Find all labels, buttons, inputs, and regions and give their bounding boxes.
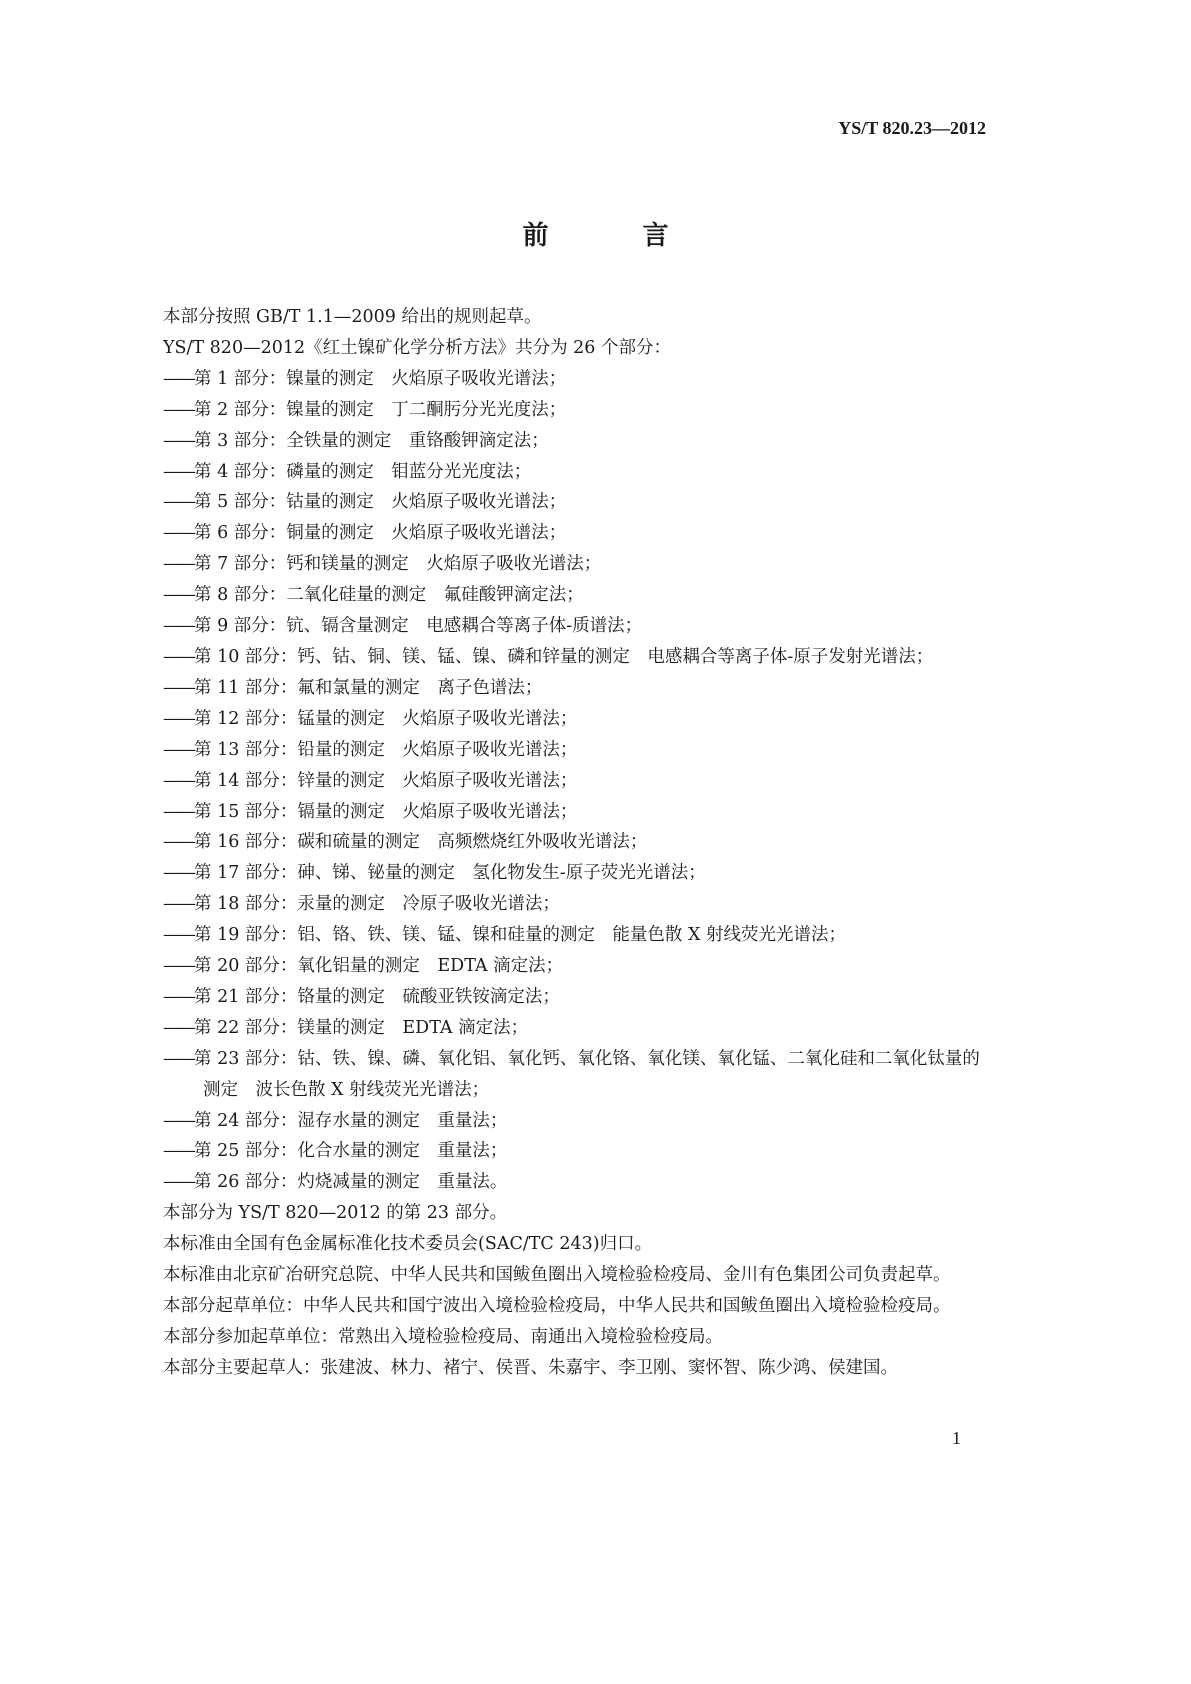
dash: —— [163,461,194,482]
list-item-text: 第 4 部分：磷量的测定 钼蓝分光光度法； [194,461,532,482]
list-item-text: 第 18 部分：汞量的测定 冷原子吸收光谱法； [194,894,560,915]
dash: —— [163,492,194,513]
list-item [126,858,986,889]
list-item-text: 第 24 部分：湿存水量的测定 重量法； [194,1110,508,1131]
list-item-text: 第 19 部分：铝、铬、铁、镁、锰、镍和硅量的测定 能量色散 X 射线荧光光谱法； [194,925,846,946]
list-item [126,1044,986,1106]
list-item-text: 第 13 部分：铅量的测定 火焰原子吸收光谱法； [194,739,578,760]
list-item [126,395,986,426]
dash: —— [163,430,194,451]
list-item [126,920,986,951]
dash: —— [163,616,194,637]
list-item-text: 第 22 部分：镁量的测定 EDTA 滴定法； [194,1017,529,1038]
dash: —— [163,1141,194,1162]
list-item [126,704,986,735]
list-item [126,364,986,395]
dash: —— [163,894,194,915]
dash: —— [163,863,194,884]
list-item-text: 第 17 部分：砷、锑、铋量的测定 氢化物发生-原子荧光光谱法； [194,863,706,884]
list-item-text: 第 16 部分：碳和硫量的测定 高频燃烧红外吸收光谱法； [194,832,648,853]
list-item-text: 第 5 部分：钴量的测定 火焰原子吸收光谱法； [194,492,567,513]
list-item [126,611,986,642]
dash: —— [163,1110,194,1131]
list-item [126,549,986,580]
list-item-text: 第 10 部分：钙、钴、铜、镁、锰、镍、磷和锌量的测定 电感耦合等离子体-原子发射光谱法； [194,646,934,667]
dash: —— [163,770,194,791]
list-item-continuation: 测定 波长色散 X 射线荧光光谱法； [203,1079,490,1100]
list-item-text: 第 3 部分：全铁量的测定 重铬酸钾滴定法； [194,430,549,451]
list-item [126,889,986,920]
list-item-text: 第 14 部分：锌量的测定 火焰原子吸收光谱法； [194,770,578,791]
list-item-text: 第 9 部分：钪、镉含量测定 电感耦合等离子体-质谱法； [194,616,643,637]
page-number: 1 [952,1428,961,1448]
list-item-text: 第 26 部分：灼烧减量的测定 重量法。 [194,1172,508,1193]
dash: —— [163,554,194,575]
parts-list [126,364,986,1198]
dash: —— [163,708,194,729]
list-item [126,951,986,982]
list-item [126,673,986,704]
intro-paragraph: 本部分按照 GB/T 1.1—2009 给出的规则起草。 [163,307,542,327]
list-item [126,1136,986,1167]
list-item [126,1167,986,1198]
list-item [126,518,986,549]
closing-paragraph: 本标准由全国有色金属标准化技术委员会(SAC/TC 243)归口。 [163,1234,653,1255]
dash: —— [163,1172,194,1193]
dash: —— [163,1048,194,1069]
dash: —— [163,925,194,946]
dash: —— [163,523,194,544]
page-title: 前 言 [522,221,703,251]
list-item-text: 第 12 部分：锰量的测定 火焰原子吸收光谱法； [194,708,578,729]
dash: —— [163,1017,194,1038]
list-item [126,457,986,488]
document-body [126,302,986,1384]
list-item [126,642,986,673]
list-item [126,827,986,858]
list-item-text: 第 15 部分：镉量的测定 火焰原子吸收光谱法； [194,801,578,822]
list-item-text: 第 7 部分：钙和镁量的测定 火焰原子吸收光谱法； [194,554,602,575]
dash: —— [163,399,194,420]
dash: —— [163,739,194,760]
dash: —— [163,646,194,667]
list-item [126,797,986,828]
list-item-text: 第 2 部分：镍量的测定 丁二酮肟分光光度法； [194,399,567,420]
list-item [126,1013,986,1044]
list-item-text: 第 20 部分：氧化铝量的测定 EDTA 滴定法； [194,956,564,977]
dash: —— [163,986,194,1007]
list-item [126,487,986,518]
list-item-text: 第 21 部分：铬量的测定 硫酸亚铁铵滴定法； [194,986,560,1007]
closing-paragraph: 本标准由北京矿冶研究总院、中华人民共和国鲅鱼圈出入境检验检疫局、金川有色集团公司负责起草。 [163,1265,951,1286]
dash: —— [163,956,194,977]
dash: —— [163,832,194,853]
standard-number: YS/T 820.23—2012 [838,118,986,138]
list-item-text: 第 23 部分：钴、铁、镍、磷、氧化铝、氧化钙、氧化铬、氧化镁、氧化锰、二氧化硅和二氧化钛量的 [194,1048,980,1069]
list-item-text: 第 1 部分：镍量的测定 火焰原子吸收光谱法； [194,368,567,389]
list-item [126,735,986,766]
list-item-text: 第 8 部分：二氧化硅量的测定 氟硅酸钾滴定法； [194,585,584,606]
intro-paragraph: YS/T 820—2012《红土镍矿化学分析方法》共分为 26 个部分： [163,337,672,358]
closing-paragraph: 本部分为 YS/T 820—2012 的第 23 部分。 [163,1203,508,1224]
dash: —— [163,677,194,698]
list-item [126,426,986,457]
closing-paragraph: 本部分起草单位：中华人民共和国宁波出入境检验检疫局，中华人民共和国鲅鱼圈出入境检验检疫局。 [163,1296,951,1316]
closing-paragraphs [126,1198,986,1383]
list-item [126,766,986,797]
list-item-text: 第 11 部分：氟和氯量的测定 离子色谱法； [194,677,543,698]
closing-paragraph: 本部分参加起草单位：常熟出入境检验检疫局、南通出入境检验检疫局。 [163,1326,723,1347]
dash: —— [163,585,194,606]
list-item-text: 第 25 部分：化合水量的测定 重量法； [194,1141,508,1162]
dash: —— [163,801,194,822]
list-item-text: 第 6 部分：铜量的测定 火焰原子吸收光谱法； [194,523,567,544]
list-item [126,982,986,1013]
list-item [126,580,986,611]
list-item [126,1106,986,1137]
closing-paragraph: 本部分主要起草人：张建波、林力、褚宁、侯晋、朱嘉宇、李卫刚、窦怀智、陈少鸿、侯建国。 [163,1357,898,1378]
dash: —— [163,368,194,389]
